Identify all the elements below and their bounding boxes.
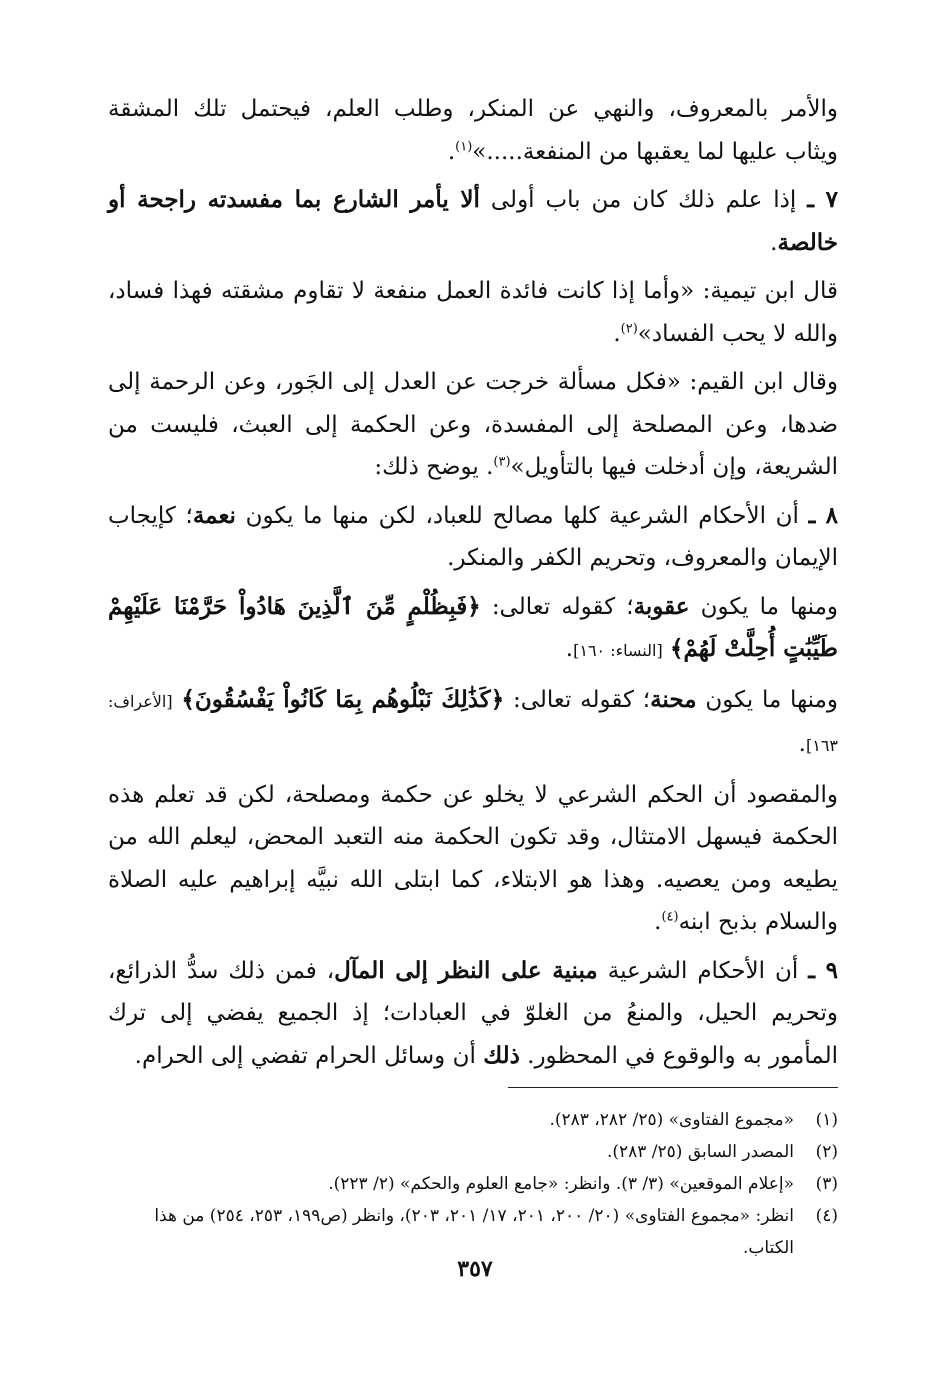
paragraph-text: ومنها ما يكون	[700, 593, 839, 620]
paragraph-text: أن الأحكام الشرعية كلها مصالح للعباد، لكن منها ما يكون	[245, 502, 799, 529]
paragraph-text: ؛ كقوله تعالى:	[512, 686, 651, 713]
paragraph-text: وقال ابن القيم: «فكل مسألة خرجت عن العدل إلى الجَور، وعن الرحمة إلى ضدها، وعن المصلحة إلى المفسدة، وعن الحكمة إلى العبث، فليست من الشريعة، وإن أدخلت فيها بالتأويل»	[108, 369, 838, 480]
quran-verse: ﴿كَذَٰلِكَ نَبْلُوهُم بِمَا كَانُواْ يَفْسُقُونَ﴾	[181, 685, 505, 713]
footnote-number: (٣)	[815, 1174, 838, 1194]
paragraph-purpose	[108, 774, 838, 944]
paragraph-text: ؛ كقوله تعالى:	[491, 593, 634, 620]
paragraph-tail: .	[613, 320, 621, 347]
paragraph-punishment	[108, 586, 838, 673]
paragraph-rule-7	[108, 179, 838, 264]
footnote-item	[108, 1104, 838, 1136]
paragraph-text: ومنها ما يكون	[705, 686, 839, 713]
paragraph-text: قال ابن تيمية: «وأما إذا كانت فائدة العمل منفعة لا تقاوم مشقته فهذا فساد، والله لا يحب الفساد»	[108, 278, 838, 347]
paragraph-rule-8	[108, 495, 838, 580]
verse-reference: [الأعراف: ١٦٣]	[108, 691, 838, 755]
footnote-number: (٤)	[815, 1206, 838, 1226]
paragraph-text: أن الأحكام الشرعية	[607, 957, 799, 984]
paragraph-tail: . يوضح ذلك:	[374, 454, 494, 480]
paragraph-text: والأمر بالمعروف، والنهي عن المنكر، وطلب العلم، فيحتمل تلك المشقة ويثاب عليها لما يعقبها من المنفعة.....»	[108, 96, 838, 165]
paragraph-ibn-qayyim	[108, 361, 838, 489]
keyword: نعمة	[192, 501, 236, 529]
paragraph-tail: أن وسائل الحرام تفضي إلى الحرام.	[134, 1042, 476, 1069]
paragraph-1	[108, 88, 838, 173]
rule-heading: ألا يأمر الشارع بما مفسدته راجحة أو خالصة	[108, 186, 838, 256]
footnote-item	[108, 1136, 838, 1168]
body-text	[108, 88, 838, 1077]
rule-number: ٩ ـ	[808, 956, 839, 984]
paragraph-tail: .	[565, 636, 574, 662]
paragraph-trial	[108, 679, 838, 768]
paragraph-tail: .	[447, 138, 456, 165]
paragraph-tail: ؛ كإيجاب الإيمان والمعروف، وتحريم الكفر والمنكر.	[108, 502, 838, 571]
quran-verse: ﴿فَبِظُلْمٍ مِّنَ ٱلَّذِينَ هَادُواْ حَرَّمْنَا عَلَيْهِمْ طَيِّبَٰتٍ أُحِلَّتْ لَهُمْ﴾	[108, 592, 838, 662]
paragraph-ibn-taymiyya	[108, 270, 838, 355]
paragraph-rule-9	[108, 950, 838, 1078]
paragraph-text: إذا علم ذلك كان من باب أولى	[490, 187, 797, 213]
rule-heading: مبنية على النظر إلى المآل	[334, 956, 598, 984]
footnote-number: (١)	[815, 1110, 838, 1130]
paragraph-text: ، فمن ذلك سدُّ الذرائع، وتحريم الحيل، والمنعُ من الغلوّ في العبادات؛ إذ الجميع يفضي إلى ترك المأمور به والوقوع في المحظور.	[108, 957, 838, 1069]
footnote-ref[interactable]: (٤)	[661, 909, 679, 925]
footnote-ref[interactable]: (٢)	[620, 320, 638, 336]
footnote-ref[interactable]: (٣)	[493, 454, 511, 470]
keyword: عقوبة	[633, 592, 690, 620]
rule-number: ٨ ـ	[808, 501, 839, 529]
footnote-text: انظر: «مجموع الفتاوى» (٢٠/ ٢٠٠، ٢٠١، ١٧/ ٢٠١، ٢٠٣)، وانظر (ص١٩٩، ٢٥٣، ٢٥٤) من هذا الكتاب.	[154, 1206, 794, 1258]
paragraph-tail: .	[770, 229, 778, 256]
footnote-number: (٢)	[815, 1142, 838, 1162]
footnote-ref[interactable]: (١)	[455, 138, 473, 154]
footnote-text: المصدر السابق (٢٥/ ٢٨٣).	[606, 1142, 794, 1162]
paragraph-tail: .	[654, 909, 662, 935]
paragraph-tail: .	[798, 731, 806, 757]
keyword: ذلك	[483, 1041, 520, 1069]
verse-reference: [النساء: ١٦٠]	[573, 641, 663, 660]
keyword: محنة	[650, 685, 697, 713]
footnote-divider	[508, 1087, 838, 1088]
footnote-text: «إعلام الموقعين» (٣/ ٣). وانظر: «جامع العلوم والحكم» (٢/ ٢٢٣).	[328, 1174, 794, 1194]
footnote-text: «مجموع الفتاوى» (٢٥/ ٢٨٢، ٢٨٣).	[549, 1110, 794, 1130]
footnotes	[108, 1104, 838, 1264]
footnote-item	[108, 1200, 838, 1264]
footnote-item	[108, 1168, 838, 1200]
page-number: ٣٥٧	[457, 1256, 493, 1282]
paragraph-text: والمقصود أن الحكم الشرعي لا يخلو عن حكمة ومصلحة، لكن قد تعلم هذه الحكمة فيسهل الامتثال، وقد تكون الحكمة منه التعبد المحض، ليعلم الله من يطيعه ومن يعصيه. وهذا هو الابتلاء، كما ابتلى الله نبيَّه إبراهيم عليه الصلاة والسلام بذبح ابنه	[108, 781, 838, 935]
rule-number: ٧ ـ	[807, 186, 838, 213]
